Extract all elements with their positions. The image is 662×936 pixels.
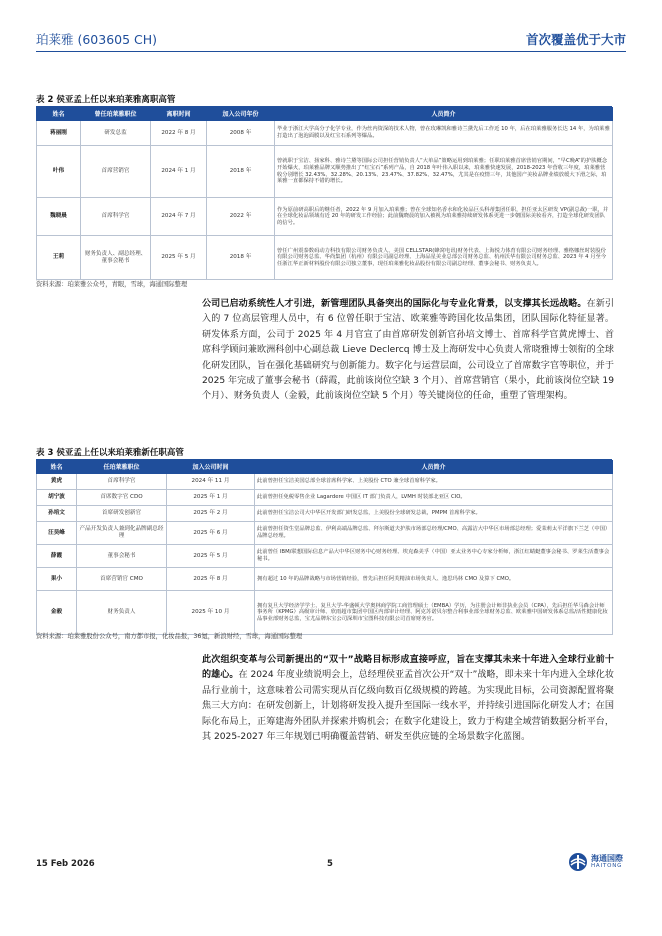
cell-name: 孙培文 bbox=[37, 506, 77, 522]
table2-col-name: 姓名 bbox=[37, 108, 81, 121]
cell-bio: 此前曾担任宝洁美国总部全球首席科学家、上美股份 CTO 兼全球首席科学家。 bbox=[255, 474, 613, 490]
table-row bbox=[37, 121, 613, 146]
cell-year: 2008 年 bbox=[207, 121, 275, 146]
logo-subtext: HAITONG bbox=[591, 863, 623, 869]
cell-role: 首席营销官 CMO bbox=[77, 568, 167, 591]
cell-name: 黄虎 bbox=[37, 474, 77, 490]
table2-header-row bbox=[37, 108, 613, 121]
table2-col-role: 曾任珀莱雅职位 bbox=[81, 108, 151, 121]
cell-date: 2022 年 8 月 bbox=[151, 121, 207, 146]
table3-col-date: 加入公司时间 bbox=[167, 461, 255, 474]
table-row bbox=[37, 146, 613, 198]
cell-date: 2025 年 1 月 bbox=[167, 490, 255, 506]
table3 bbox=[36, 460, 613, 635]
cell-bio: 此前曾任 IBM/联想国际信息产品大中华区财务中心财务经理、埃克森美孚（中国）亚太业务中心专家分析师，浙江红蜻蜓董事会秘书、罗莱生活董事会秘书。 bbox=[255, 545, 613, 568]
table3-col-role: 任珀莱雅职位 bbox=[77, 461, 167, 474]
cell-role: 研发总监 bbox=[81, 121, 151, 146]
cell-name: 魏晓晨 bbox=[37, 198, 81, 236]
cell-name: 果小 bbox=[37, 568, 77, 591]
cell-name: 薛霞 bbox=[37, 545, 77, 568]
paragraph-talent bbox=[202, 297, 614, 405]
table3-title: 表 3 侯亚孟上任以来珀莱雅新任职高管 bbox=[36, 448, 184, 458]
header-report-type: 首次覆盖优于大市 bbox=[525, 32, 626, 47]
table-row bbox=[37, 490, 613, 506]
table2-col-date: 离职时间 bbox=[151, 108, 207, 121]
table-row bbox=[37, 591, 613, 635]
cell-role: 财务负责人、副总经理、董事会秘书 bbox=[81, 236, 151, 280]
cell-bio: 此前曾担任宝洁公司大中华区开发部门研发总监，上美股份全球研发总裁，PMPM 首席科学家。 bbox=[255, 506, 613, 522]
cell-date: 2025 年 5 月 bbox=[167, 545, 255, 568]
cell-date: 2025 年 8 月 bbox=[167, 568, 255, 591]
cell-date: 2024 年 1 月 bbox=[151, 146, 207, 198]
cell-year: 2022 年 bbox=[207, 198, 275, 236]
cell-date: 2025 年 6 月 bbox=[167, 522, 255, 545]
paragraph-strategy-lead: 此次组织变革与公司新提出的“双十”战略目标形成直接呼应，旨在支撑其未来十年进入全球行业前十的雄心。 bbox=[202, 655, 614, 681]
cell-bio: 拥有复旦大学经济学学士、复旦大学-华盛顿大学奥林商学院工商管理硕士（EMBA）学历，为注册会计师非执业会员（CPA），先后担任华马森会计师事务所（KPMG）高级审计师、欣雨超市集团中国区内部审计经理、阿克苏诺贝尔整合利事业部全球财务总监、欧莱雅中国研发体系总监/活性健康化妆品事业部财务总监，宝尤品牌东宝公司深圳市宝图科技有限公司首席财务官。 bbox=[255, 591, 613, 635]
cell-bio: 毕业于浙江大学高分子化学专业，作为丝内资深的技术人物，曾在玫琳凯和雅诗兰黛先后工作近 10 年，后在珀莱雅服务长达 14 年，为珀莱雅打造出了泡泡面膜以及红宝石系列等爆品。 bbox=[275, 121, 613, 146]
cell-bio: 拥有超过 10 年的品牌战略与市场营销经验，曾先后担任阿芙精油市场负责人、逸思玛林 CMO 及算下 CMO。 bbox=[255, 568, 613, 591]
cell-role: 财务负责人 bbox=[77, 591, 167, 635]
page-number: 5 bbox=[327, 859, 333, 869]
table2-source: 资料来源：珀莱雅公众号，青眼，雪球，海通国际整理 bbox=[36, 281, 188, 288]
cell-role: 首席研发创新官 bbox=[77, 506, 167, 522]
cell-year: 2018 年 bbox=[207, 236, 275, 280]
cell-bio: 曾任广州震泰数码动力科技有限公司财务负责人、美国 CELLSTAR(蜂窝电讯)财务代表、上海悦力体育有限公司财务经理、雅格娜丝时装股份有限公司财务总监、华尚集团（杭州）有限公司副总经理、上海品星美业总部公司财务总监、杭州沃华有限公司财务总监、2023 年 4 月至今任浙江华正新材料股份有限公司独立董事，现任珀莱雅化妆品股份有限公司副总经理、董事会秘书、财务负责人。 bbox=[275, 236, 613, 280]
haitong-logo bbox=[568, 851, 638, 873]
table3-col-bio: 人员简介 bbox=[255, 461, 613, 474]
cell-bio: 曾就职于宝洁、扬家科、雅诗兰黛等国际公司担任营销负责人“大单品”策略运用到珀莱雅；任职珀莱雅首席营销官期间，“早C晚A”的护肤概念开始爆火，珀莱雅品牌又顺势推出了“红宝石”系列产品，自 2018 年叶伟入职以来，珀莱雅快速发展，2018-2023 年营收三年度，珀莱雅营收分别增长 32.43%、32.28%、20.13%、23.47%、37.82%、32.47%，尤其是在疫情三年，其他国产美妆品牌业绩放缓大下滑之际，珀莱雅一直都保持不错的增长。 bbox=[275, 146, 613, 198]
cell-name: 叶伟 bbox=[37, 146, 81, 198]
cell-name: 王莉 bbox=[37, 236, 81, 280]
table2 bbox=[36, 107, 613, 280]
table-row bbox=[37, 198, 613, 236]
cell-bio: 此前曾担任免税零售企业 Lagardere 中国区 IT 部门负责人，LVMH 时装部北亚区 CIO。 bbox=[255, 490, 613, 506]
table-row bbox=[37, 545, 613, 568]
table3-source: 资料来源：珀莱雅股份公众号，南方都市报，化妆品报，36氪，新浪财经，雪球，海通国际整理 bbox=[36, 633, 303, 640]
cell-role: 产品开发负责人兼到化品牌副总经理 bbox=[77, 522, 167, 545]
cell-date: 2025 年 2 月 bbox=[167, 506, 255, 522]
cell-role: 首席科学官 bbox=[81, 198, 151, 236]
header-divider bbox=[36, 51, 626, 52]
header-company: 珀莱雅 (603605 CH) bbox=[36, 32, 158, 47]
table-row bbox=[37, 568, 613, 591]
cell-date: 2024 年 7 月 bbox=[151, 198, 207, 236]
cell-bio: 此前曾担任资生堂品牌总监、伊利高端品牌总监、拜尔斯道夫护肤市场部总经理/CMO、高露洁大中华区市场部总经理；爱茉莉太平洋旗下兰芝（中国）品牌总经理。 bbox=[255, 522, 613, 545]
table2-col-bio: 人员简介 bbox=[275, 108, 613, 121]
paragraph-strategy-body: 在 2024 年度业绩说明会上，总经理侯亚孟首次公开“双十”战略，即未来十年内进入全球化妆品行业前十，这意味着公司需实现从百亿级向数百亿级规模的跨越。为实现此目标，公司资源配置将聚焦三大方向：在研发创新上，计划将研发投入提升至国际一线水平，并持续引进国际化研发人才；在国际化布局上，正筹建海外团队并探索并购机会；在数字化建设上，致力于构建全域营销数据分析平台，其 2025-2027 年三年规划已明确覆盖营销、研发至供应链的全场景数字化蓝图。 bbox=[202, 670, 614, 743]
cell-year: 2018 年 bbox=[207, 146, 275, 198]
paragraph-talent-lead: 公司已启动系统性人才引进，新管理团队具备突出的国际化与专业化背景，以支撑其长远战略。 bbox=[202, 299, 587, 309]
table3-col-name: 姓名 bbox=[37, 461, 77, 474]
cell-name: 蒋丽刚 bbox=[37, 121, 81, 146]
table-row bbox=[37, 236, 613, 280]
cell-bio: 作为原前研高职后的继任者，2022 年 9 月加入珀莱雅；曾在全球知名香水和化妆品巨头科蒂集团任职，担任亚太区研发 VP(副总裁)一职，并在全球化妆品领域有近 20 年的研发工作经验；此前魏晓晨的加入被视为珀莱雅持续研发体系更进一步朝国际美妆看齐，打造全球化研发团队的信号。 bbox=[275, 198, 613, 236]
paragraph-strategy bbox=[202, 653, 614, 745]
cell-date: 2025 年 10 月 bbox=[167, 591, 255, 635]
cell-date: 2025 年 5 月 bbox=[151, 236, 207, 280]
cell-date: 2024 年 11 月 bbox=[167, 474, 255, 490]
cell-name: 胡宁波 bbox=[37, 490, 77, 506]
cell-role: 董事会秘书 bbox=[77, 545, 167, 568]
table-row bbox=[37, 506, 613, 522]
logo-text: 海通国際 bbox=[591, 854, 623, 863]
haitong-emblem-icon bbox=[568, 852, 588, 872]
paragraph-talent-body: 在新引入的 7 位高层管理人员中，有 6 位曾任职于宝洁、欧莱雅等跨国化妆品集团，团队国际化特征显著。研发体系方面，公司于 2025 年 4 月官宣了由首席研发创新官孙培文博士、首席科学官黄虎博士、首席科学顾问兼欧洲科创中心副总裁 Lieve Declercq 博士及上海研发中心负责人常晓雅博士领衔的全球化研发团队，旨在强化基础研究与创新能力。数字化与运营层面，公司设立了首席数字官等职位，并于 2025 年完成了董事会秘书（薛霞，此前该岗位空缺 3 个月）、首席营销官（果小，此前该岗位空缺 19 个月）、财务负责人（金毅，此前该岗位空缺 5 个月）等关键岗位的任命，重塑了管理架构。 bbox=[202, 299, 614, 402]
table2-title: 表 2 侯亚孟上任以来珀莱雅离职高管 bbox=[36, 95, 176, 105]
table2-col-year: 加入公司年份 bbox=[207, 108, 275, 121]
cell-role: 首席营销官 bbox=[81, 146, 151, 198]
cell-role: 首席科学官 bbox=[77, 474, 167, 490]
cell-name: 金毅 bbox=[37, 591, 77, 635]
table3-header-row bbox=[37, 461, 613, 474]
table-row bbox=[37, 474, 613, 490]
cell-name: 汪昊峰 bbox=[37, 522, 77, 545]
table-row bbox=[37, 522, 613, 545]
footer-date: 15 Feb 2026 bbox=[36, 859, 95, 869]
cell-role: 首席数字官 CDO bbox=[77, 490, 167, 506]
